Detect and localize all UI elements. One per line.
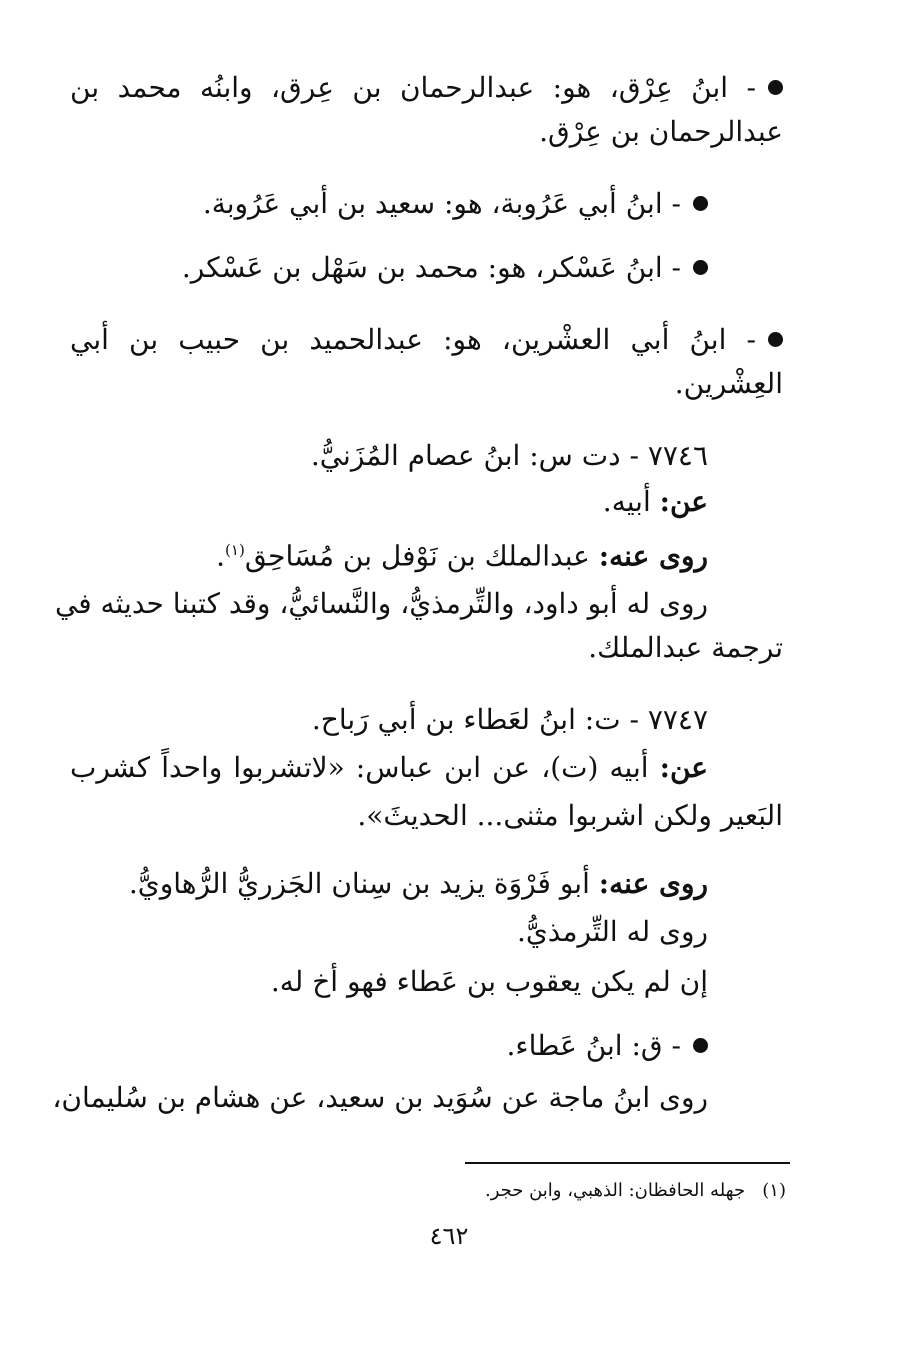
entry-ibn-askar: - ابنُ عَسْكر، هو: محمد بن سَهْل بن عَسْكر.: [182, 248, 708, 288]
entry-ibn-abi-al-ishrin-line2: العِشْرين.: [674, 367, 783, 400]
entry-7747-from-line1: عن: أبيه (ت)، عن ابن عباس: «لاتشربوا واحداً كشرب: [70, 751, 708, 784]
bullet-icon: [693, 260, 708, 275]
bullet-icon: [693, 196, 708, 211]
footnote-text: جهله الحافظان: الذهبي، وابن حجر.: [484, 1180, 746, 1201]
entry-7747-note1: روى له التِّرمذيُّ.: [516, 915, 708, 948]
footnote-ref: (١): [225, 541, 245, 559]
footnote-number: (١): [762, 1180, 786, 1201]
entry-ibn-ata-q: - ق: ابنُ عَطاء.: [507, 1026, 708, 1066]
entry-7746-heading: ٧٧٤٦ - دت س: ابنُ عصام المُزَنيُّ.: [310, 439, 708, 472]
bullet-icon: [693, 1038, 708, 1053]
footnote: [485, 1178, 786, 1204]
entry-7747-heading: ٧٧٤٧ - ت: ابنُ لعَطاء بن أبي رَباح.: [311, 703, 708, 736]
footnote-divider: [465, 1162, 790, 1164]
entry-7746-narrated-by: روى عنه: عبدالملك بن نَوْفل بن مُسَاحِق$^{(١)}$.: [216, 539, 708, 573]
entry-7747-note2: إن لم يكن يعقوب بن عَطاء فهو أخ له.: [270, 965, 708, 998]
entry-7746-from: عن: أبيه.: [602, 485, 708, 518]
from-label: عن:: [659, 751, 708, 784]
entry-7746-note-line2: ترجمة عبدالملك.: [588, 631, 783, 664]
entry-ibn-irq-line2: عبدالرحمان بن عِرْق.: [539, 115, 783, 148]
narrated-by-label: روى عنه:: [598, 867, 708, 900]
entry-7747-from-line2: البَعير ولكن اشربوا مثنى... الحديثَ».: [357, 799, 783, 832]
bullet-icon: [768, 332, 783, 347]
from-label: عن:: [659, 485, 708, 518]
narrated-by-label: روى عنه:: [598, 539, 708, 573]
entry-ibn-irq-line1: - ابنُ عِرْق، هو: عبدالرحمان بن عِرق، وابنُه محمد بن: [70, 68, 783, 108]
entry-ibn-abi-al-ishrin-line1: - ابنُ أبي العشْرين، هو: عبدالحميد بن حبيب بن أبي: [70, 320, 783, 360]
entry-7747-narrated-by: روى عنه: أبو فَرْوَة يزيد بن سِنان الجَزريُّ الرُّهاويُّ.: [128, 867, 708, 900]
page-number: ٤٦٢: [429, 1222, 469, 1250]
entry-ibn-abi-aruba: - ابنُ أبي عَرُوبة، هو: سعيد بن أبي عَرُوبة.: [203, 184, 708, 224]
entry-7746-note-line1: روى له أبو داود، والتِّرمذيُّ، والنَّسائيُّ، وقد كتبنا حديثه في: [54, 587, 708, 620]
bullet-icon: [768, 80, 783, 95]
entry-ibn-ata-q-note: روى ابنُ ماجة عن سُوَيد بن سعيد، عن هشام بن سُليمان،: [52, 1081, 708, 1114]
